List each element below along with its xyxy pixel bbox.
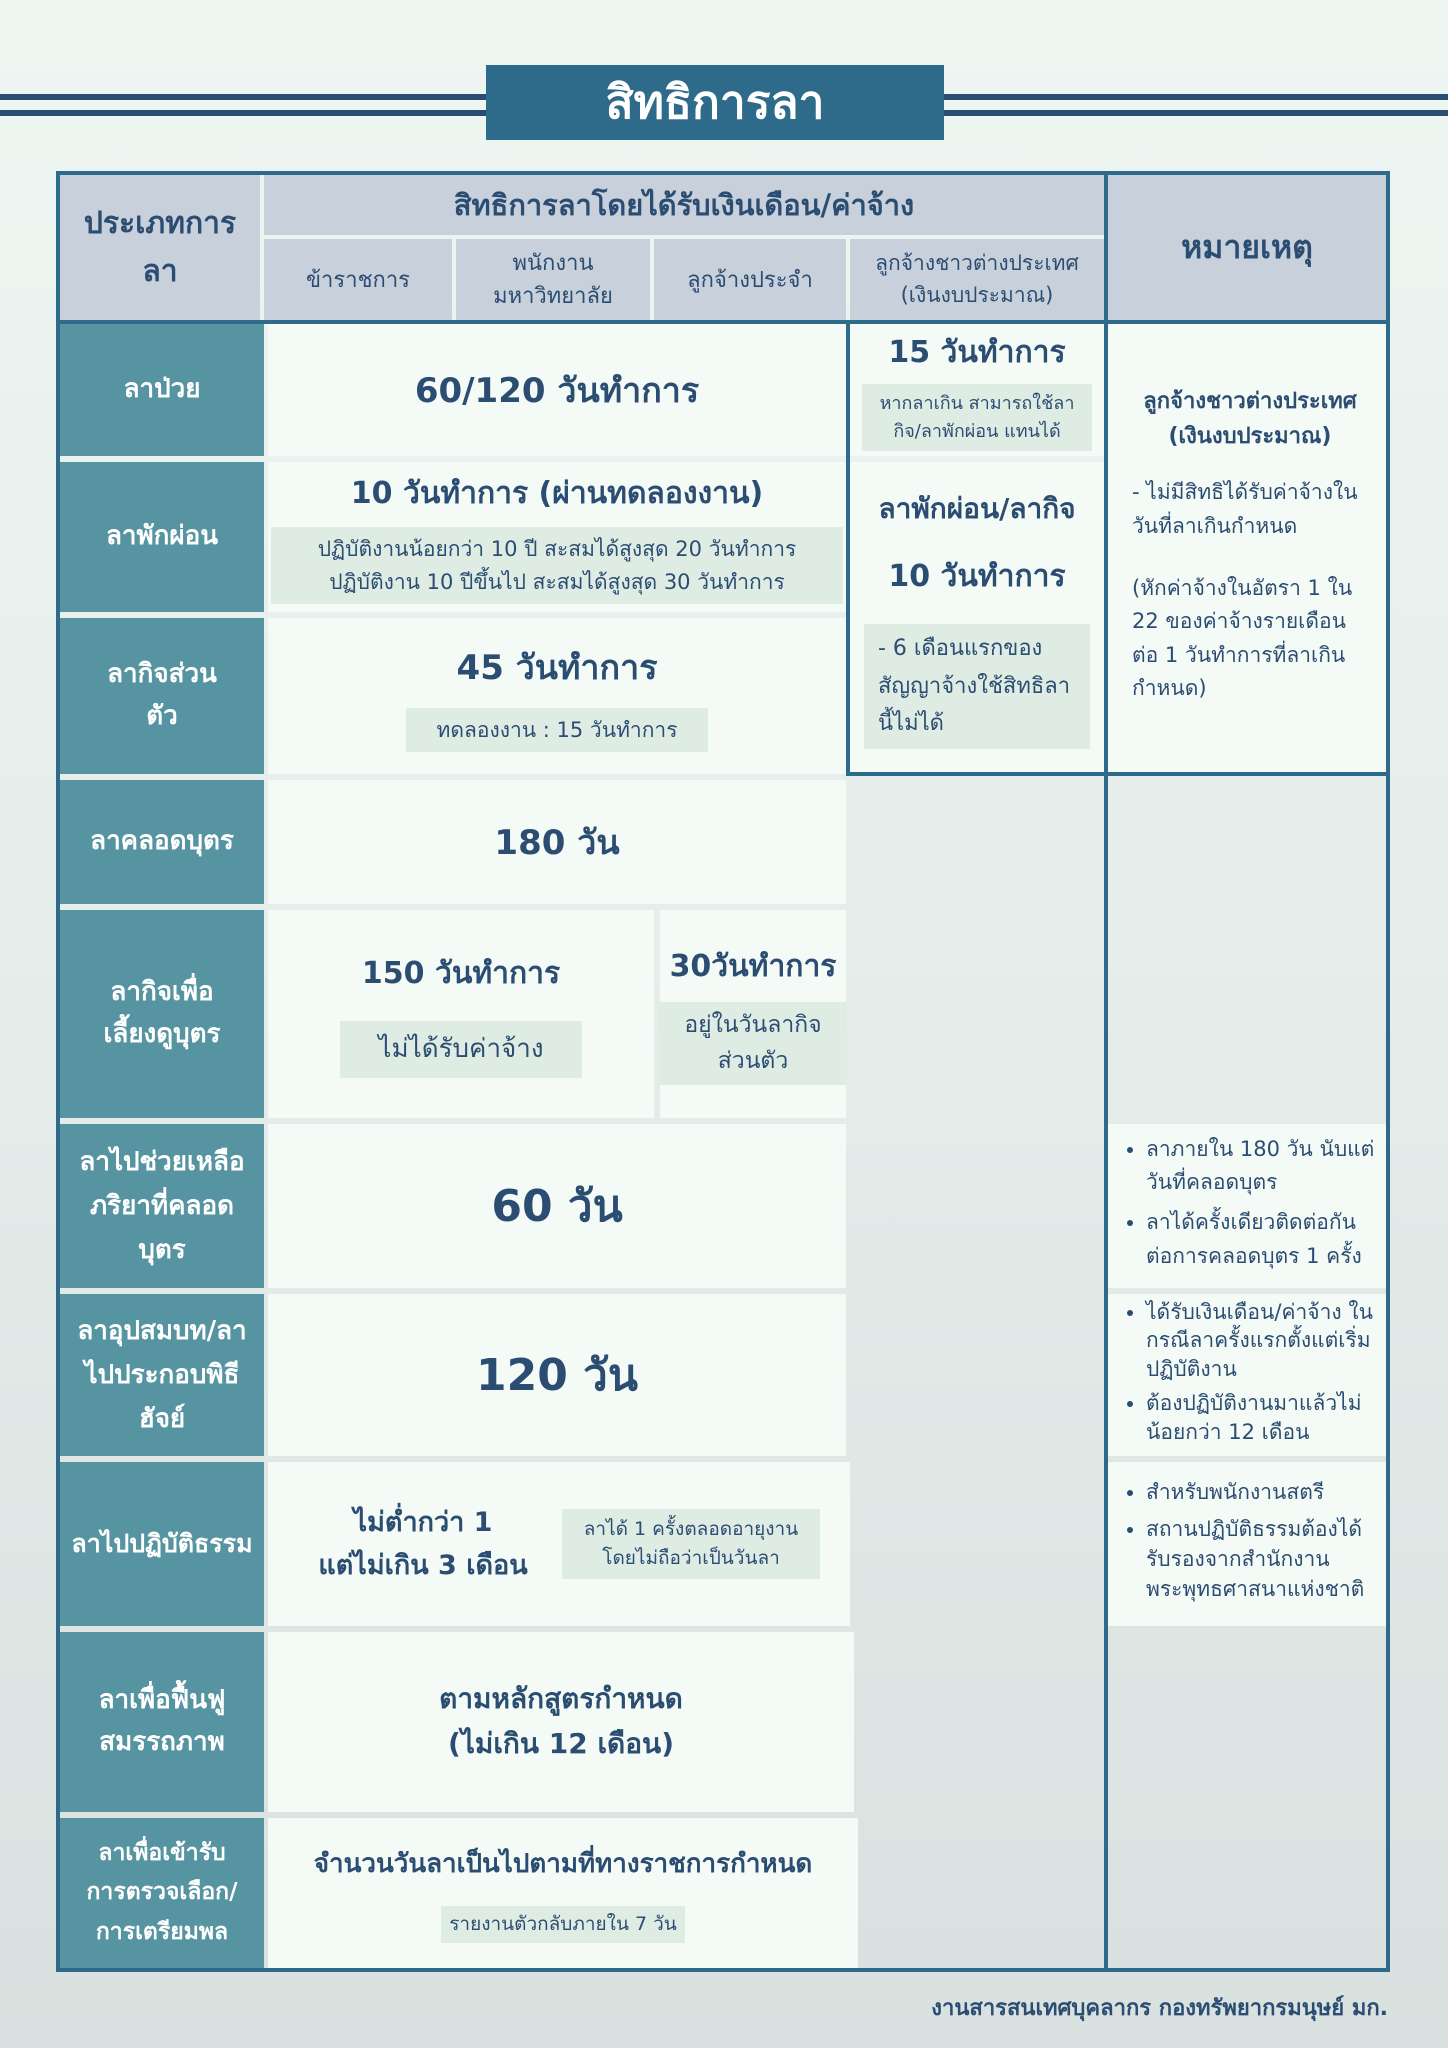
label-military-text: ลาเพื่อเข้ารับการตรวจเลือก/การเตรียมพล — [86, 1840, 238, 1945]
table-frame — [56, 171, 1390, 1972]
maternity-main: 180 วัน — [494, 823, 620, 863]
foreign-vac-main: 10 วันทำการ — [888, 559, 1066, 595]
label-childcare-text: ลากิจเพื่อเลี้ยงดูบุตร — [103, 977, 221, 1049]
header-col-univ-text: พนักงานมหาวิทยาลัย — [493, 250, 613, 309]
remark-paternity-1: • ลาภายใน 180 วัน นับแต่วันที่คลอดบุตร — [1146, 1133, 1376, 1200]
dharma-main-1: ไม่ต่ำกว่า 1 — [353, 1506, 493, 1538]
vacation-main: 10 วันทำการ (ผ่านทดลองงาน) — [350, 475, 764, 511]
remark-ordination-2: • ต้องปฏิบัติงานมาแล้วไม่น้อยกว่า 12 เดือน — [1146, 1389, 1376, 1446]
label-vacation-text: ลาพักผ่อน — [105, 521, 219, 552]
header-leave-type-text: ประเภทการลา — [83, 205, 237, 289]
header-col-permanent-text: ลูกจ้างประจำ — [687, 268, 813, 293]
foreign-vac-note: - 6 เดือนแรกของสัญญาจ้างใช้สิทธิลานี้ไม่ได้ — [864, 624, 1090, 748]
label-dharma-text: ลาไปปฏิบัติธรรม — [71, 1529, 253, 1558]
childcare-main: 150 วันทำการ — [361, 956, 561, 992]
title-stripe-left-1 — [0, 94, 486, 100]
childcare-side-note: อยู่ในวันลากิจส่วนตัว — [659, 1002, 847, 1085]
page-title: สิทธิการลา — [486, 65, 944, 140]
foreign-vac-label: ลาพักผ่อน/ลากิจ — [878, 492, 1076, 526]
paternity-main: 60 วัน — [491, 1181, 623, 1232]
childcare-side-main: 30วันทำการ — [669, 948, 837, 984]
label-paternity-text: ลาไปช่วยเหลือภริยาที่คลอดบุตร — [79, 1146, 245, 1266]
dharma-note: ลาได้ 1 ครั้งตลอดอายุงาน โดยไม่ถือว่าเป็นวันลา — [562, 1509, 820, 1580]
remark-dharma-2: • สถานปฏิบัติธรรมต้องได้รับรองจากสำนักงานพระพุทธศาสนาแห่งชาติ — [1146, 1514, 1376, 1605]
header-col-civil-text: ข้าราชการ — [306, 268, 410, 293]
personal-note: ทดลองงาน : 15 วันทำการ — [406, 708, 707, 753]
divider-remarks — [1104, 171, 1108, 1972]
title-stripe-right-1 — [944, 94, 1448, 100]
remark-paternity-2: • ลาได้ครั้งเดียวติดต่อกันต่อการคลอดบุตร 1 ครั้ง — [1146, 1206, 1376, 1273]
header-paid-rights-text: สิทธิการลาโดยได้รับเงินเดือน/ค่าจ้าง — [453, 188, 915, 222]
rehab-main-2: (ไม่เกิน 12 เดือน) — [448, 1727, 674, 1760]
military-note: รายงานตัวกลับภายใน 7 วัน — [441, 1906, 685, 1943]
label-ordination-text: ลาอุปสมบท/ลาไปประกอบพิธีฮัจย์ — [77, 1315, 247, 1435]
label-maternity-text: ลาคลอดบุตร — [90, 826, 234, 857]
header-remarks-text: หมายเหตุ — [1181, 228, 1313, 266]
label-personal-text: ลากิจส่วนตัว — [107, 659, 217, 731]
military-main: จำนวนวันลาเป็นไปตามที่ทางราชการกำหนด — [313, 1848, 813, 1879]
dharma-main-2: แต่ไม่เกิน 3 เดือน — [318, 1550, 528, 1581]
childcare-note: ไม่ได้รับค่าจ้าง — [340, 1021, 581, 1077]
remark-ordination-1: • ได้รับเงินเดือน/ค่าจ้าง ในกรณีลาครั้งแรกตั้งแต่เริ่มปฏิบัติงาน — [1146, 1298, 1376, 1383]
footer-credit: งานสารสนเทศบุคลากร กองทรัพยากรมนุษย์ มก. — [931, 1996, 1388, 2021]
remark-foreign-title: ลูกจ้างชาวต่างประเทศ (เงินงบประมาณ) — [1143, 389, 1357, 450]
sick-foreign-note: หากลาเกิน สามารถใช้ลากิจ/ลาพักผ่อน แทนได้ — [862, 384, 1092, 452]
label-sick-text: ลาป่วย — [123, 374, 201, 405]
title-stripe-left-2 — [0, 110, 486, 116]
vacation-note-1: ปฏิบัติงานน้อยกว่า 10 ปี สะสมได้สูงสุด 20 วันทำการ — [317, 536, 797, 561]
ordination-main: 120 วัน — [476, 1350, 638, 1401]
remark-foreign-line-1: - ไม่มีสิทธิได้รับค่าจ้างในวันที่ลาเกินกำหนด — [1132, 480, 1358, 538]
title-stripe-right-2 — [944, 110, 1448, 116]
header-col-foreign-text: ลูกจ้างชาวต่างประเทศ (เงินงบประมาณ) — [875, 251, 1079, 307]
rehab-main-1: ตามหลักสูตรกำหนด — [439, 1682, 683, 1716]
vacation-note-2: ปฏิบัติงาน 10 ปีขึ้นไป สะสมได้สูงสุด 30 วันทำการ — [329, 569, 785, 594]
divider-header — [56, 320, 1390, 324]
divider-foreign-left — [846, 320, 850, 776]
sick-main: 60/120 วันทำการ — [414, 371, 700, 411]
label-rehab-text: ลาเพื่อฟื้นฟูสมรรถภาพ — [98, 1685, 226, 1757]
remark-foreign-line-2: (หักค่าจ้างในอัตรา 1 ใน 22 ของค่าจ้างรายเดือนต่อ 1 วันทำการที่ลาเกินกำหนด) — [1132, 575, 1353, 701]
personal-main: 45 วันทำการ — [456, 647, 658, 688]
divider-foreign-bottom — [846, 772, 1390, 776]
sick-foreign-main: 15 วันทำการ — [888, 334, 1066, 370]
remark-dharma-1: • สำหรับพนักงานสตรี — [1146, 1477, 1376, 1507]
